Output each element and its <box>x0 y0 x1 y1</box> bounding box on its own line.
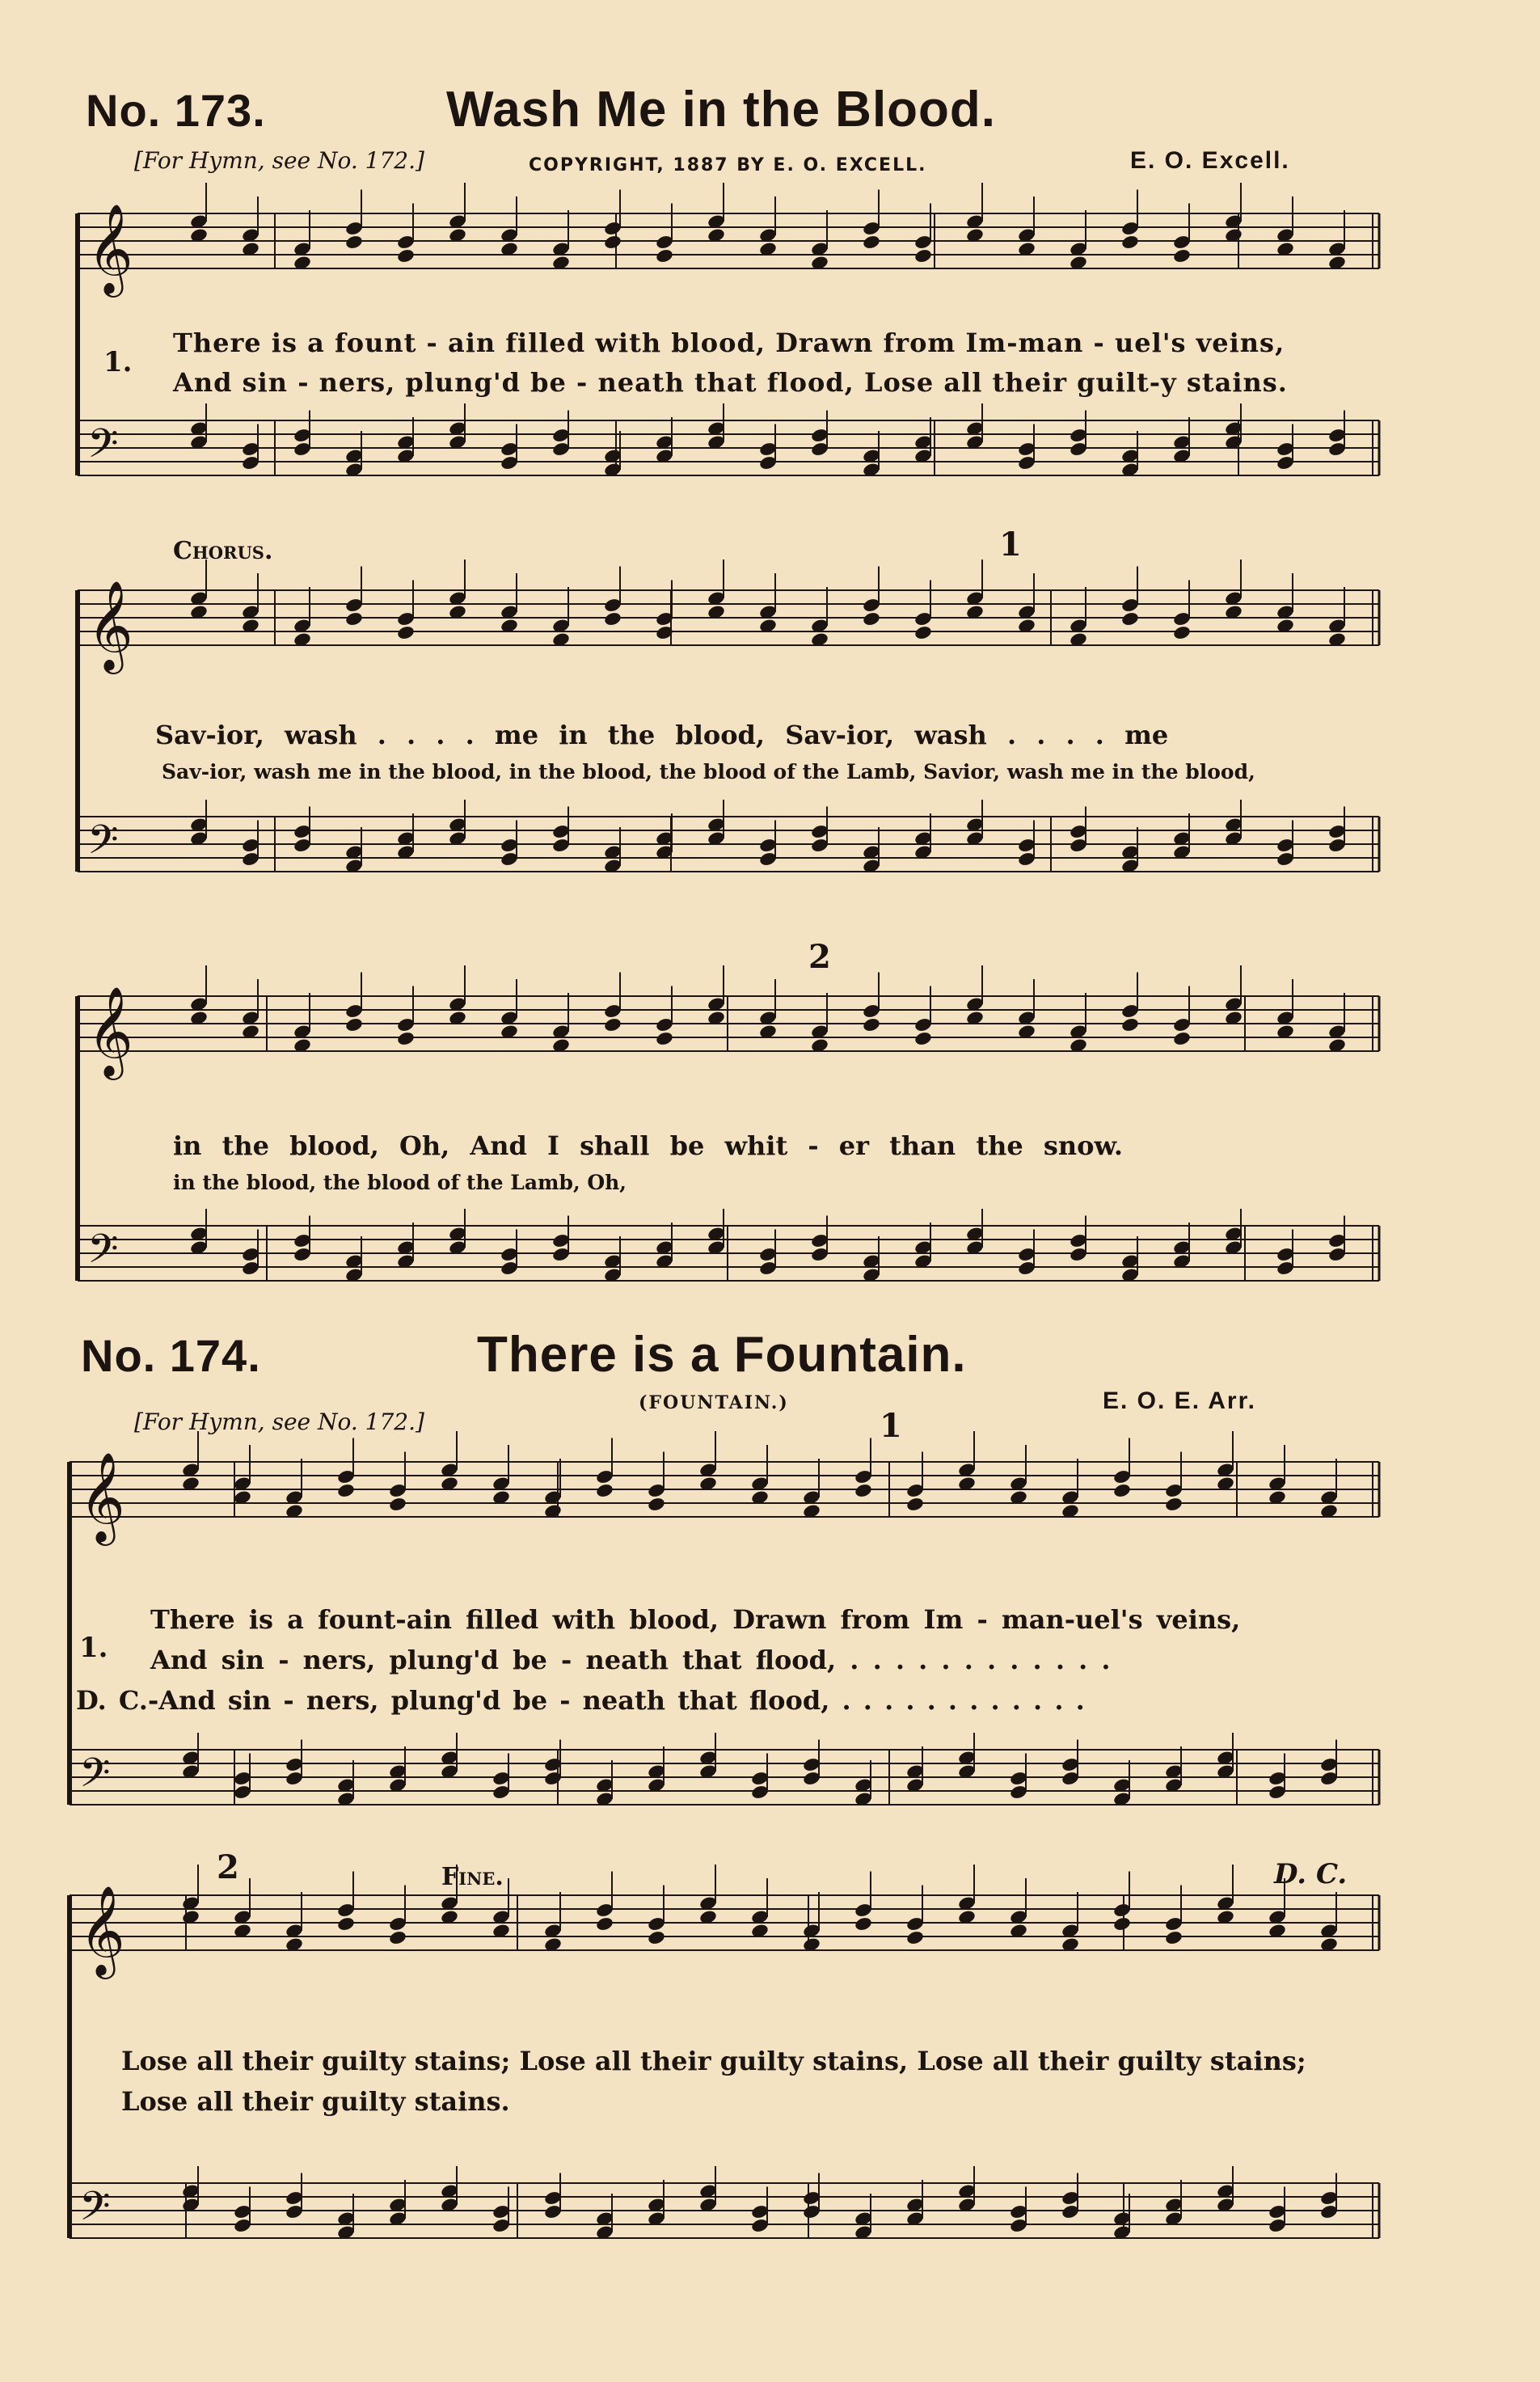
note-head <box>862 1017 881 1033</box>
bass-clef-icon: 𝄢 <box>87 817 119 873</box>
hymn-174-refrain-line-2: Lose all their guilty stains. <box>121 2086 510 2117</box>
note-head <box>603 1017 622 1033</box>
hymn-173-chorus-label: Chorus. <box>173 537 273 565</box>
note-head <box>595 1483 614 1499</box>
note-head <box>396 248 416 264</box>
note-head <box>1120 611 1140 627</box>
hymn-173-reference: [For Hymn, see No. 172.] <box>134 147 424 174</box>
note-head <box>913 625 933 641</box>
note-head <box>1164 1930 1183 1946</box>
bass-clef-icon: 𝄢 <box>79 2183 111 2240</box>
note-head <box>647 1497 666 1513</box>
treble-clef-icon: 𝄞 <box>87 580 133 670</box>
hymn-174-refrain-line-1: Lose all their guilty stains; Lose all their guilty stains, Lose all their guilty stains; <box>121 2046 1306 2076</box>
hymn-173-lyrics-line-2: And sin - ners, plung'd be - neath that flood, Lose all their guilt-y stains. <box>173 367 1288 398</box>
hymn-174-verse-label: 1. <box>79 1632 108 1664</box>
hymn-174-composer: E. O. E. Arr. <box>1103 1387 1256 1414</box>
note-head <box>854 1483 873 1499</box>
note-head <box>862 234 881 251</box>
treble-clef-icon: 𝄞 <box>79 1885 125 1975</box>
treble-clef-icon: 𝄞 <box>79 1451 125 1542</box>
note-head <box>388 1497 407 1513</box>
hymn-174-dc: D. C. <box>1274 1858 1348 1890</box>
note-head <box>344 1017 364 1033</box>
note-head <box>1164 1497 1183 1513</box>
hymn-173-ending-1: 1 <box>999 526 1022 564</box>
hymn-173-lyrics-line-1: There is a fount - ain filled with blood, Drawn from Im-man - uel's veins, <box>173 327 1285 358</box>
hymn-173-chorus-line-1: Sav-ior, wash . . . . me in the blood, Sav-ior, wash . . . . me <box>155 720 1169 750</box>
note-head <box>603 234 622 251</box>
bass-clef-icon: 𝄢 <box>87 420 119 477</box>
hymn-174-lyrics-line-2: And sin - ners, plung'd be - neath that flood, . . . . . . . . . . . . <box>150 1645 1111 1675</box>
note-head <box>388 1930 407 1946</box>
note-head <box>603 611 622 627</box>
treble-clef-icon: 𝄞 <box>87 203 133 294</box>
hymn-174-ending-2: 2 <box>217 1848 239 1886</box>
note-head <box>905 1497 925 1513</box>
note-head <box>854 1916 873 1932</box>
note-head <box>1172 1031 1192 1047</box>
hymn-174-title: There is a Fountain. <box>477 1327 967 1383</box>
note-head <box>1112 1916 1132 1932</box>
hymn-173-chorus-line-2: Sav-ior, wash me in the blood, in the blood, the blood of the Lamb, Savior, wash me in the blood, <box>162 760 1255 783</box>
hymn-173-verse-label: 1. <box>103 346 133 378</box>
note-head <box>1120 1017 1140 1033</box>
hymn-173-composer: E. O. Excell. <box>1130 147 1290 174</box>
note-head <box>1112 1483 1132 1499</box>
hymn-173-copyright: COPYRIGHT, 1887 BY E. O. EXCELL. <box>529 155 927 175</box>
note-head <box>647 1930 666 1946</box>
note-head <box>913 1031 933 1047</box>
note-head <box>905 1930 925 1946</box>
hymn-174-tune: (FOUNTAIN.) <box>639 1392 789 1413</box>
note-head <box>862 611 881 627</box>
hymn-174-reference: [For Hymn, see No. 172.] <box>134 1409 424 1435</box>
hymn-173-title: Wash Me in the Blood. <box>446 82 997 137</box>
note-head <box>595 1916 614 1932</box>
bass-clef-icon: 𝄢 <box>79 1750 111 1806</box>
hymn-173-number: No. 173. <box>86 85 266 136</box>
note-head <box>1120 234 1140 251</box>
note-head <box>1172 625 1192 641</box>
treble-clef-icon: 𝄞 <box>87 986 133 1076</box>
hymn-174-ending-1: 1 <box>880 1407 902 1445</box>
hymn-174-lyrics-line-1: There is a fount-ain filled with blood, Drawn from Im - man-uel's veins, <box>150 1604 1241 1635</box>
note-head <box>396 625 416 641</box>
hymn-173-chorus-line-3: in the blood, Oh, And I shall be whit - er than the snow. <box>173 1130 1123 1161</box>
hymn-173-chorus-line-4: in the blood, the blood of the Lamb, Oh, <box>173 1171 627 1194</box>
note-head <box>1172 248 1192 264</box>
note-head <box>655 248 674 264</box>
note-head <box>655 1031 674 1047</box>
hymn-173-ending-2: 2 <box>808 938 831 976</box>
note-head <box>913 248 933 264</box>
note-head <box>344 611 364 627</box>
bass-clef-icon: 𝄢 <box>87 1226 119 1282</box>
hymn-174-lyrics-line-3: D. C.-And sin - ners, plung'd be - neath that flood, . . . . . . . . . . . . <box>76 1685 1085 1716</box>
note-head <box>344 234 364 251</box>
hymn-174-fine: Fine. <box>441 1863 504 1891</box>
hymn-174-number: No. 174. <box>81 1330 261 1381</box>
note-head <box>336 1916 356 1932</box>
note-head <box>336 1483 356 1499</box>
note-head <box>396 1031 416 1047</box>
